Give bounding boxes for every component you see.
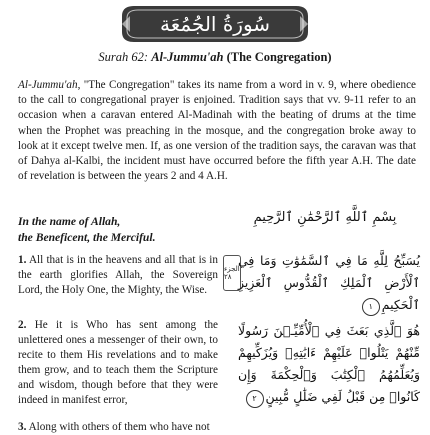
surah-translation: (The Congregation): [226, 50, 332, 64]
verse-number: 3.: [18, 421, 27, 433]
verse-english-2: [18, 318, 218, 407]
verse-text: He it is Who has sent among the unlettered ones a messenger of their own, to recite to them His revelations and to make them grow, and to teach them the Scripture and wisdom, though before that they were indeed in manifest error,: [18, 319, 219, 406]
verse-number: 1.: [18, 254, 27, 266]
surah-number-label: Surah 62:: [98, 50, 149, 64]
surah-name: Al-Jummu'ah: [151, 50, 224, 64]
ayah-number-icon: ٢: [246, 390, 264, 408]
bismillah-arabic: بِسْمِ ٱللَّهِ ٱلرَّحْمَٰنِ ٱلرَّحِيمِ: [253, 210, 397, 225]
surah-header-banner: [120, 4, 310, 44]
verse-english-3: [18, 420, 218, 435]
verse-arabic-1: [238, 250, 420, 316]
verse-number: 2.: [18, 319, 27, 331]
verse-english-1: [18, 253, 218, 298]
surah-arabic-name: سُورَةُ الجُمُعَة: [159, 12, 271, 36]
verse-arabic-text: هُوَ ٱلَّذِي بَعَثَ فِي ٱلْأُمِّيِّـۧنَ رَسُولًا مِّنْهُمْ يَتْلُوا۟ عَلَيْهِمْ ءَايَٰتِهِۦ وَيُزَكِّيهِمْ وَيُعَلِّمُهُمُ ٱلْكِتَٰبَ وَٱلْحِكْمَةَ وَإِن كَانُوا۟ مِن قَبْلُ لَفِي ضَلَٰلٍ مُّبِينٍ: [238, 323, 420, 404]
bismillah-line-1: In the name of Allah,: [18, 215, 121, 228]
intro-paragraph: [18, 78, 416, 184]
verse-arabic-2: [238, 320, 420, 408]
bismillah-english: [18, 214, 218, 245]
intro-term: Al-Jummu'ah: [18, 79, 78, 91]
bismillah-line-2: the Beneficent, the Merciful.: [18, 230, 156, 244]
verse-text: Along with others of them who have not: [28, 421, 210, 433]
verse-text: All that is in the heavens and all that is in the earth glorifies Allah, the Sovereign Lord, the Holy One, the Mighty, the Wise.: [18, 254, 218, 296]
juz-marker: الجزء ٢٨: [223, 255, 241, 291]
surah-title: [0, 50, 430, 65]
verse-arabic-text: يُسَبِّحُ لِلَّهِ مَا فِي ٱلسَّمَٰوَٰتِ وَمَا فِي ٱلْأَرْضِ ٱلْمَلِكِ ٱلْقُدُّوسِ ٱلْعَزِيزِ ٱلْحَكِيمِ: [238, 253, 420, 312]
ayah-number-icon: ١: [362, 298, 380, 316]
intro-body: , "The Congregation" takes its name from a word in v. 9, where obedience to the call to congregational prayer is enjoined. Tradition says that vv. 9-11 refer to an occasion when a caravan entered Al-Madinah with the beating of drums at the time when the Prophet was preaching in the mosque, and the congregation broke away to look at it except twelve men. If, as one version of the tradition says, the caravan was that of Dahya al-Kalbi, the incident must have occurred before the fifth year A.H. The date of revelation is between the years 2 and 4 A.H.: [18, 79, 416, 183]
